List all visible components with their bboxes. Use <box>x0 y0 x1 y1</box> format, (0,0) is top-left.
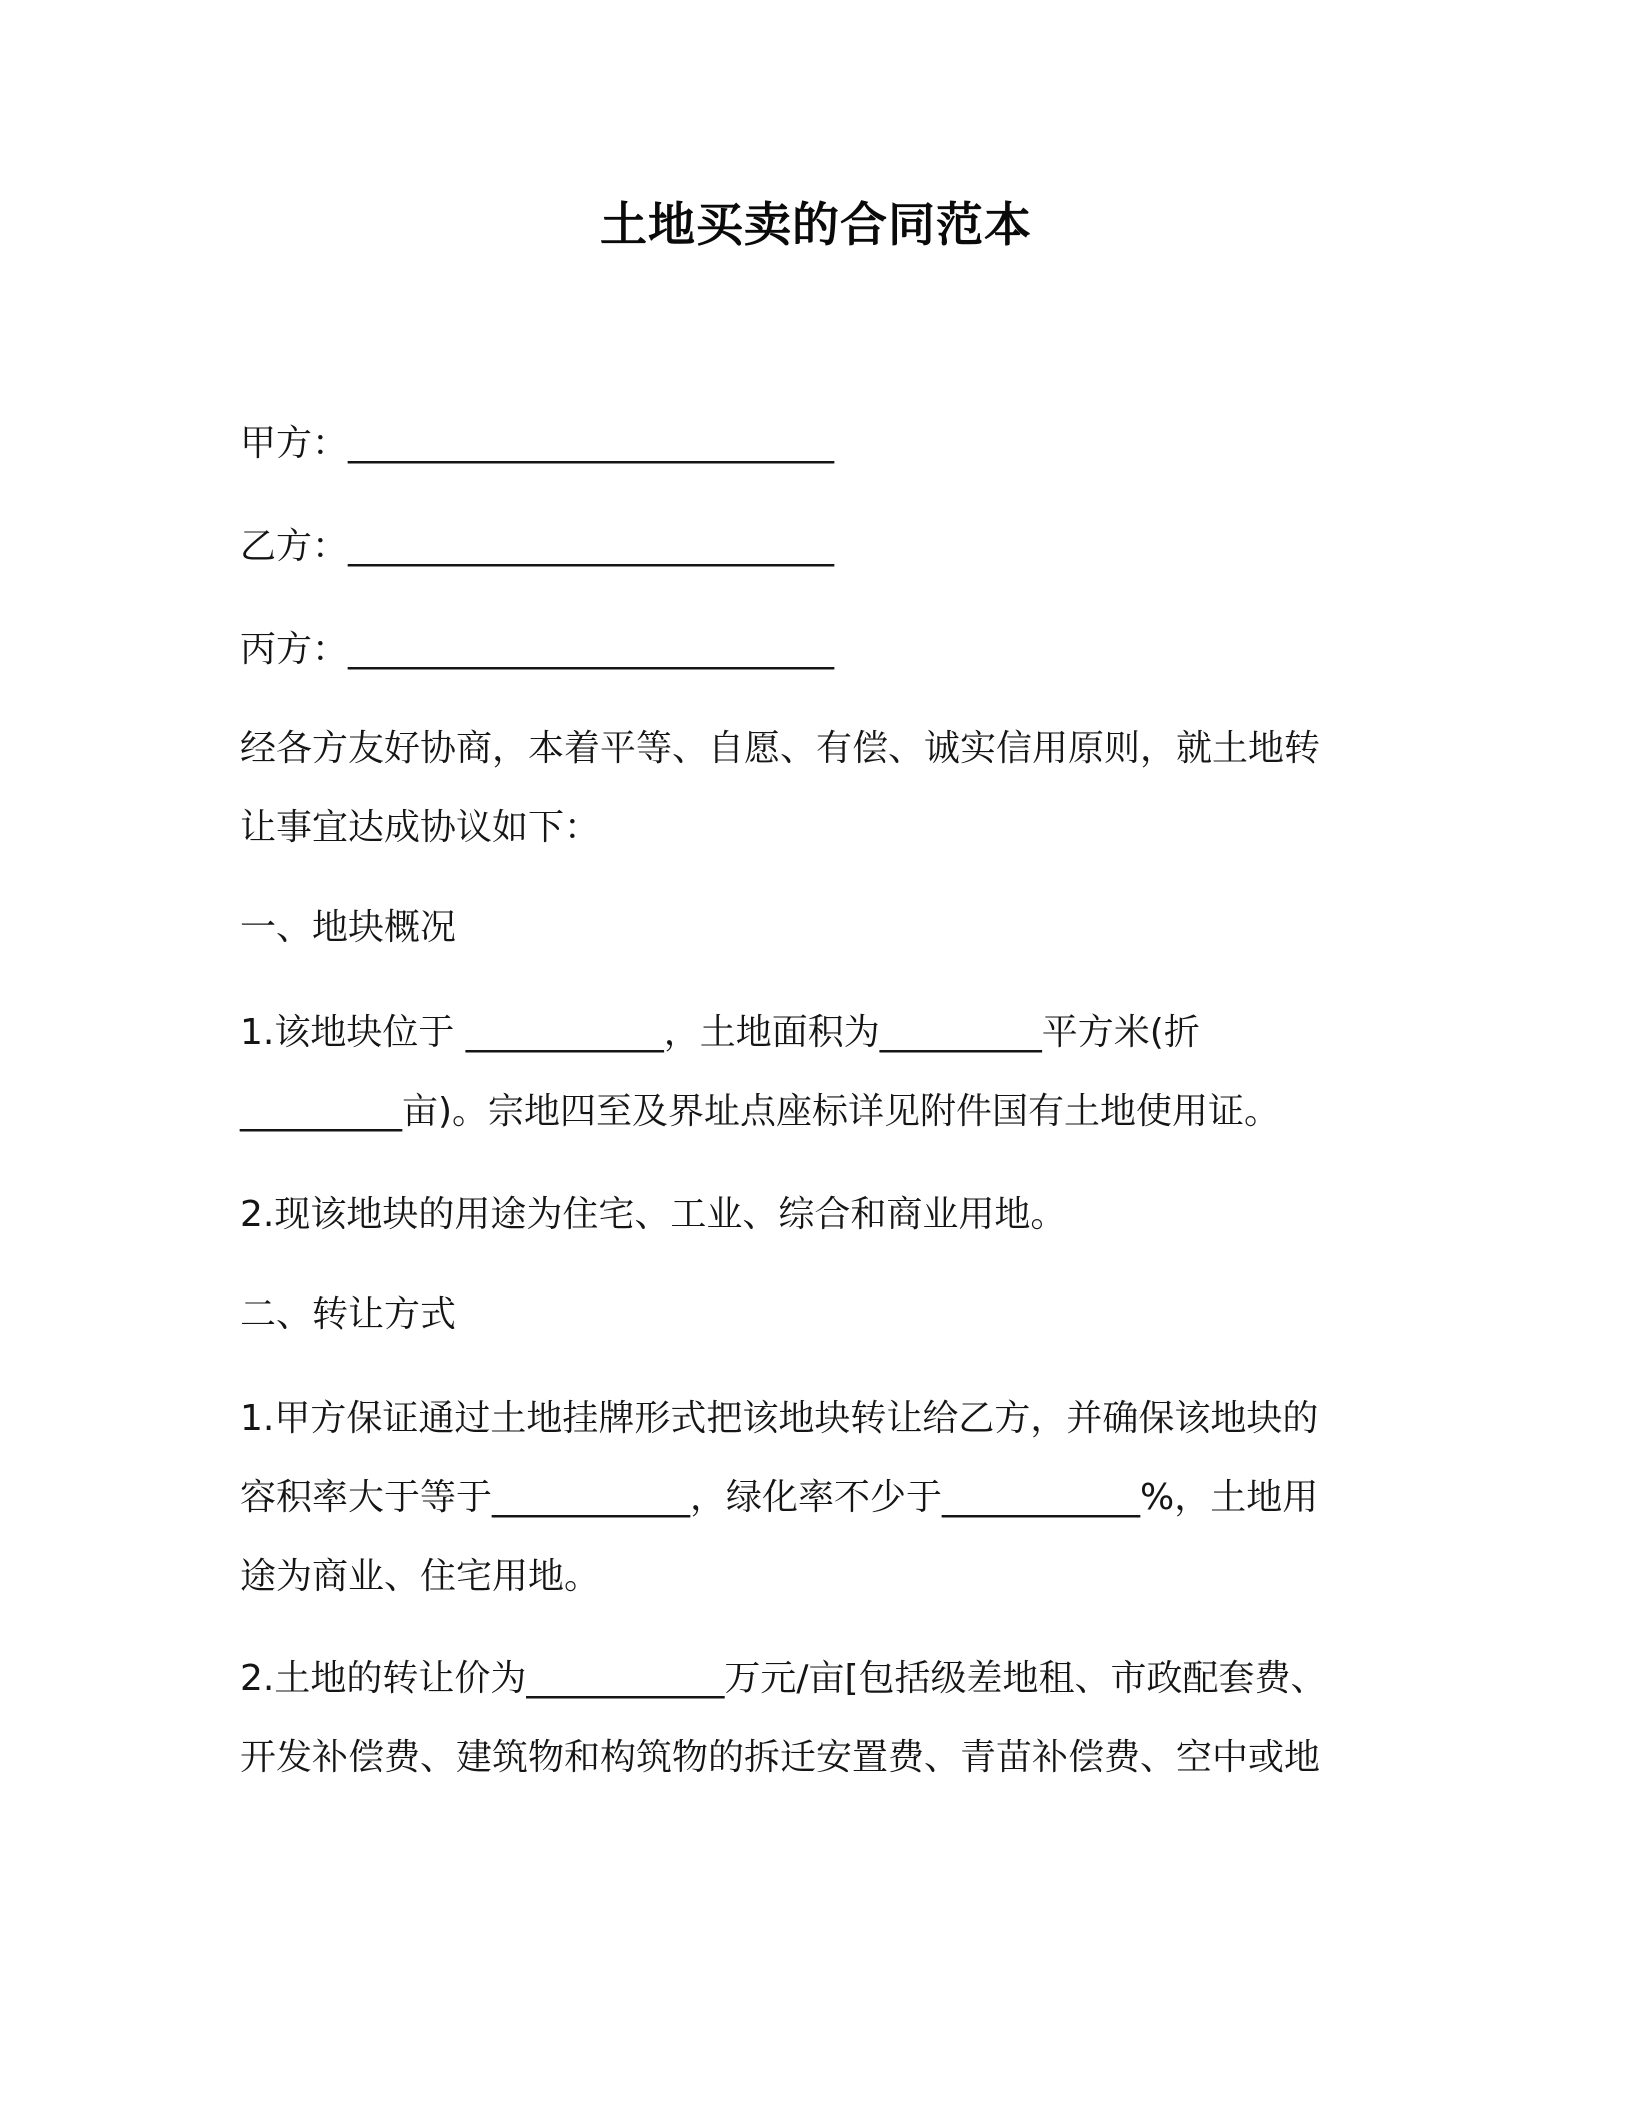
section-1-item-2: 2.现该地块的用途为住宅、工业、综合和商业用地。 <box>240 1194 1067 1235</box>
section-2-item-1-line-1: 1.甲方保证通过土地挂牌形式把该地块转让给乙方，并确保该地块的 <box>240 1398 1319 1439</box>
party-b-line: 乙方：___________________________ <box>240 526 835 567</box>
section-1-heading: 一、地块概况 <box>240 907 457 948</box>
preamble-line-2: 让事宜达成协议如下： <box>240 807 601 848</box>
section-2-heading: 二、转让方式 <box>240 1294 457 1335</box>
party-a-line: 甲方：___________________________ <box>240 423 835 464</box>
document-title: 土地买卖的合同范本 <box>600 198 1032 253</box>
party-c-line: 丙方：___________________________ <box>240 629 835 670</box>
preamble-line-1: 经各方友好协商，本着平等、自愿、有偿、诚实信用原则，就土地转 <box>240 728 1321 769</box>
section-2-item-1-line-2: 容积率大于等于___________，绿化率不少于___________%，土地用 <box>240 1477 1319 1518</box>
section-2-item-2-line-2: 开发补偿费、建筑物和构筑物的拆迁安置费、青苗补偿费、空中或地 <box>240 1737 1321 1778</box>
section-1-item-1-line-1: 1.该地块位于 ___________，土地面积为_________平方米(折 <box>240 1012 1200 1053</box>
section-2-item-1-line-3: 途为商业、住宅用地。 <box>240 1556 601 1597</box>
section-1-item-1-line-2: _________亩)。宗地四至及界址点座标详见附件国有土地使用证。 <box>240 1091 1281 1132</box>
section-2-item-2-line-1: 2.土地的转让价为___________万元/亩[包括级差地租、市政配套费、 <box>240 1658 1327 1699</box>
